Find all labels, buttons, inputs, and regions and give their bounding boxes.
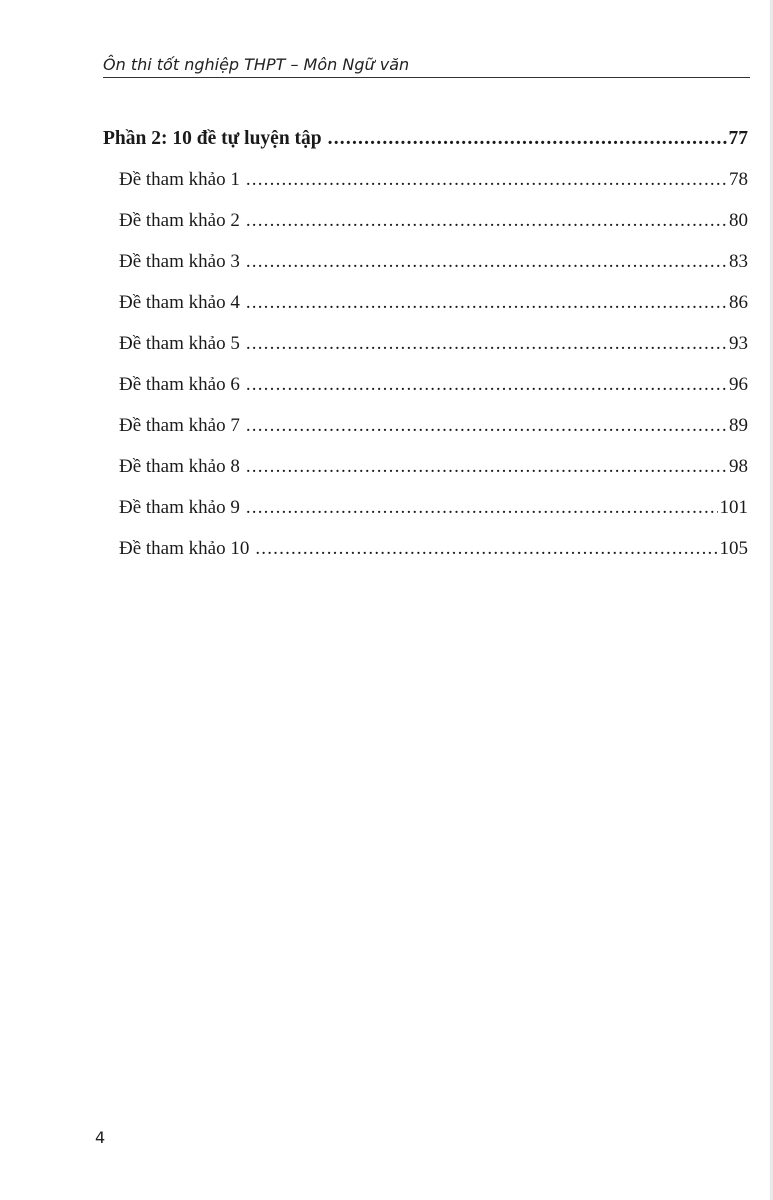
page-number: 4	[95, 1128, 106, 1147]
toc-entry-title: Đề tham khảo 2	[119, 210, 240, 231]
dot-leader	[246, 364, 727, 405]
toc-entry-title: Đề tham khảo 9	[119, 497, 240, 518]
toc-entry-title: Đề tham khảo 10	[119, 538, 250, 559]
toc-entry-title: Đề tham khảo 5	[119, 333, 240, 354]
dot-leader	[246, 487, 718, 528]
toc-entry	[103, 528, 748, 569]
dot-leader	[328, 118, 727, 159]
dot-leader	[246, 405, 727, 446]
toc-entry	[103, 323, 748, 364]
dot-leader	[246, 159, 727, 200]
toc-entry	[103, 446, 748, 487]
toc-entry-title: Đề tham khảo 7	[119, 415, 240, 436]
toc-entry-page: 89	[729, 415, 748, 436]
table-of-contents	[103, 118, 748, 569]
dot-leader	[246, 241, 727, 282]
toc-entry	[103, 405, 748, 446]
toc-entry-page: 93	[729, 333, 748, 354]
toc-entry-title: Đề tham khảo 4	[119, 292, 240, 313]
toc-entry	[103, 200, 748, 241]
dot-leader	[246, 323, 727, 364]
toc-section-page: 77	[728, 128, 748, 149]
toc-entry-page: 78	[729, 169, 748, 190]
toc-entry-title: Đề tham khảo 3	[119, 251, 240, 272]
toc-entry-page: 101	[719, 497, 748, 518]
toc-entry-page: 80	[729, 210, 748, 231]
toc-entry-page: 105	[719, 538, 748, 559]
toc-entry	[103, 282, 748, 323]
toc-entry-page: 83	[729, 251, 748, 272]
dot-leader	[255, 528, 717, 569]
toc-entry	[103, 241, 748, 282]
toc-entry	[103, 159, 748, 200]
toc-entry-page: 86	[729, 292, 748, 313]
toc-entry-page: 96	[729, 374, 748, 395]
toc-entry-title: Đề tham khảo 1	[119, 169, 240, 190]
dot-leader	[246, 282, 727, 323]
toc-entry-title: Đề tham khảo 6	[119, 374, 240, 395]
toc-entry	[103, 364, 748, 405]
toc-entry-title: Đề tham khảo 8	[119, 456, 240, 477]
dot-leader	[246, 446, 727, 487]
running-header: Ôn thi tốt nghiệp THPT – Môn Ngữ văn	[103, 55, 750, 78]
toc-entry	[103, 487, 748, 528]
toc-section-row	[103, 118, 748, 159]
dot-leader	[246, 200, 727, 241]
toc-section-title: Phần 2: 10 đề tự luyện tập	[103, 128, 322, 149]
toc-entry-page: 98	[729, 456, 748, 477]
